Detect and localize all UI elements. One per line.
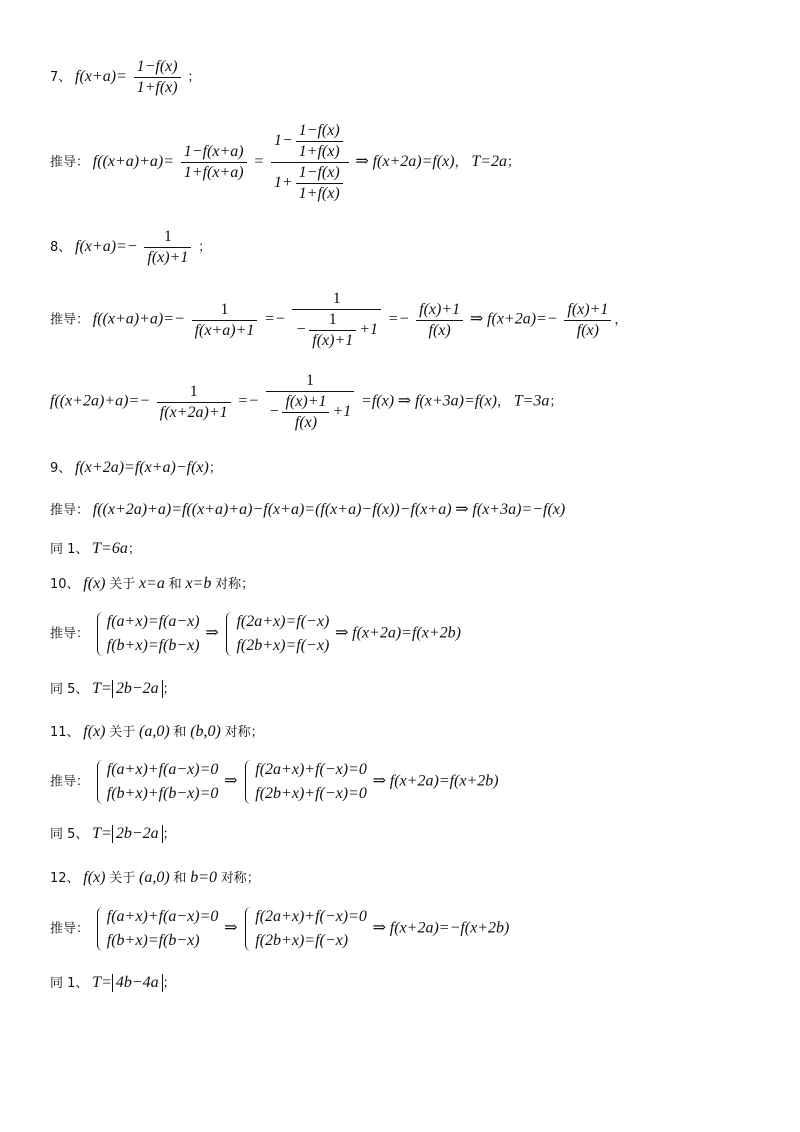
- function: f(x): [83, 575, 106, 592]
- text: 对称；: [215, 577, 255, 592]
- fraction: [416, 301, 463, 340]
- punct: ，: [614, 312, 628, 328]
- formula-lhs: f(x+a)=: [75, 67, 127, 85]
- numerator: 1−f(x): [296, 122, 343, 142]
- derive-label: 推导：: [50, 774, 90, 790]
- implies-arrow: ⇒: [372, 919, 387, 937]
- fraction: [144, 228, 191, 267]
- punct: ；: [162, 682, 176, 697]
- same-as-1: [50, 972, 176, 992]
- equation-system: [95, 758, 219, 806]
- item-number: 12、: [50, 871, 80, 886]
- item-number: 7、: [50, 69, 72, 85]
- period: T=3a: [513, 392, 550, 410]
- term: +1: [359, 321, 379, 339]
- equation: f(b+x)+f(b−x)=0: [106, 785, 219, 802]
- derive-label: 推导：: [50, 626, 90, 642]
- fraction: [564, 301, 611, 340]
- equation: f(b+x)=f(b−x): [106, 932, 200, 949]
- fraction: [134, 58, 181, 97]
- denominator: 1+f(x): [298, 143, 340, 160]
- equation: f(2a+x)+f(−x)=0: [255, 761, 367, 778]
- formula: f((x+2a)+a)=f((x+a)+a)−f(x+a)=(f(x+a)−f(x))−f(x+a): [92, 501, 452, 518]
- point: (b,0): [190, 723, 221, 740]
- fraction: [157, 383, 231, 422]
- implies-arrow: ⇒: [224, 919, 238, 937]
- fraction: [181, 143, 247, 182]
- text: 关于: [109, 725, 136, 740]
- derivation-11: [50, 758, 499, 806]
- denominator: 1+f(x): [298, 185, 340, 202]
- function: f(x): [83, 869, 106, 886]
- same-as-1: [50, 538, 141, 558]
- reference-label: 同 5、: [50, 827, 89, 842]
- equation-system: [95, 610, 200, 658]
- item-7: [50, 58, 200, 97]
- equals: =: [253, 152, 265, 170]
- period: T=6a: [92, 540, 128, 557]
- implies-arrow: ⇒: [335, 624, 349, 642]
- equation: f(a+x)+f(a−x)=0: [106, 908, 219, 925]
- derive-label: 推导：: [50, 312, 90, 328]
- period: T=2a: [471, 152, 508, 170]
- result: f(x+2a)=−f(x+2b): [389, 919, 510, 937]
- text: 对称；: [220, 871, 260, 886]
- compound-fraction: [292, 290, 381, 350]
- implies-arrow: ⇒: [355, 152, 369, 170]
- term: 1−: [273, 132, 293, 150]
- denominator: f(x)+1: [312, 332, 354, 349]
- numerator: 1: [157, 383, 231, 403]
- denominator: 1+f(x+a): [183, 164, 244, 181]
- punct: ；: [198, 239, 212, 255]
- derivation-8-line-2: [50, 372, 562, 432]
- equation-system: [243, 758, 367, 806]
- compound-fraction: [271, 122, 349, 203]
- derive-label: 推导：: [50, 921, 90, 937]
- denominator: f(x): [576, 321, 599, 339]
- punct: ，: [454, 154, 468, 170]
- punct: ；: [208, 461, 222, 476]
- denominator: [266, 392, 355, 432]
- derive-label: 推导：: [50, 503, 90, 518]
- implies-arrow: ⇒: [205, 624, 219, 642]
- numerator: 1: [192, 301, 258, 321]
- punct: ；: [507, 154, 521, 170]
- formula-lhs: f(x+a)=−: [75, 237, 138, 255]
- numerator: 1: [292, 290, 381, 310]
- text: 关于: [109, 871, 136, 886]
- numerator: f(x)+1: [564, 301, 611, 321]
- denominator: [271, 163, 349, 203]
- punct: ；: [162, 827, 176, 842]
- equals: =−: [264, 310, 286, 328]
- fraction: [192, 301, 258, 340]
- absolute-value: 2b−2a: [112, 680, 163, 698]
- punct: ；: [162, 976, 176, 991]
- punct: ；: [187, 69, 201, 85]
- numerator: 1−f(x): [134, 58, 181, 78]
- denominator: f(x+a)+1: [194, 321, 255, 339]
- term: −: [295, 321, 307, 339]
- period: T=: [92, 974, 112, 991]
- axis: x=b: [185, 575, 212, 592]
- point: (a,0): [139, 869, 170, 886]
- item-number: 8、: [50, 239, 72, 255]
- axis: b=0: [190, 869, 217, 886]
- equation: f(a+x)=f(a−x): [106, 613, 200, 630]
- fraction: [296, 164, 343, 203]
- item-number: 9、: [50, 461, 72, 476]
- period: T=: [92, 825, 112, 842]
- numerator: 1: [144, 228, 191, 248]
- numerator: 1: [309, 311, 356, 331]
- derivation-10: [50, 610, 461, 658]
- equation: f(b+x)=f(b−x): [106, 637, 200, 654]
- numerator: f(x)+1: [416, 301, 463, 321]
- derivation-12: [50, 905, 509, 953]
- equals: =−: [387, 310, 410, 328]
- numerator: [271, 122, 349, 163]
- item-number: 10、: [50, 577, 80, 592]
- absolute-value: 2b−2a: [112, 825, 163, 843]
- result: f(x+3a)=f(x): [414, 392, 497, 410]
- same-as-5: [50, 823, 176, 843]
- equation: f(2b+x)=f(−x): [255, 932, 349, 949]
- reference-label: 同 1、: [50, 542, 89, 557]
- equation: f(2a+x)=f(−x): [236, 613, 330, 630]
- implies-arrow: ⇒: [224, 772, 238, 790]
- equation-system: [224, 610, 329, 658]
- numerator: 1−f(x): [296, 164, 343, 184]
- implies-arrow: ⇒: [372, 772, 387, 790]
- text: 和: [168, 577, 182, 592]
- result: f(x+2a)=f(x): [372, 152, 455, 170]
- axis: x=a: [139, 575, 165, 592]
- derivation-9: [50, 499, 565, 519]
- item-12: [50, 867, 260, 887]
- function: f(x): [83, 723, 106, 740]
- denominator: 1+f(x): [136, 79, 178, 96]
- punct: ；: [549, 394, 563, 410]
- reference-label: 同 5、: [50, 682, 89, 697]
- item-number: 11、: [50, 725, 80, 740]
- fraction: [309, 311, 356, 350]
- derive-label: 推导：: [50, 154, 90, 170]
- implies-arrow: ⇒: [469, 310, 484, 328]
- equation: f(2a+x)+f(−x)=0: [255, 908, 367, 925]
- denominator: f(x): [428, 321, 451, 339]
- punct: ；: [127, 542, 141, 557]
- equation: f(a+x)+f(a−x)=0: [106, 761, 219, 778]
- implies-arrow: ⇒: [397, 392, 412, 410]
- derivation-8-line-1: [50, 290, 627, 350]
- denominator: [292, 310, 381, 350]
- punct: ，: [496, 394, 510, 410]
- numerator: 1−f(x+a): [181, 143, 247, 163]
- item-9: [50, 457, 222, 477]
- implies-arrow: ⇒: [455, 501, 469, 518]
- fraction: [296, 122, 343, 161]
- item-8: [50, 228, 211, 267]
- term: +1: [332, 403, 352, 421]
- item-11: [50, 721, 264, 741]
- numerator: 1: [266, 372, 355, 392]
- equation: f(2b+x)=f(−x): [236, 637, 330, 654]
- result: f(x+2a)=−: [487, 310, 558, 328]
- text: 和: [173, 871, 187, 886]
- result: f(x+2a)=f(x+2b): [389, 772, 499, 790]
- equation: f(2b+x)+f(−x)=0: [255, 785, 367, 802]
- same-as-5: [50, 678, 176, 698]
- formula: f(x+2a)=f(x+a)−f(x): [75, 459, 209, 476]
- formula-lhs: f((x+a)+a)=: [92, 152, 175, 170]
- fraction: [282, 393, 329, 432]
- equation-system: [95, 905, 219, 953]
- denominator: f(x): [294, 414, 318, 431]
- equals: =f(x): [361, 392, 395, 410]
- denominator: f(x+2a)+1: [159, 403, 228, 421]
- result: f(x+3a)=−f(x): [472, 501, 566, 518]
- text: 对称；: [224, 725, 264, 740]
- derivation-7: [50, 122, 520, 203]
- result: f(x+2a)=f(x+2b): [352, 624, 461, 642]
- text: 关于: [109, 577, 136, 592]
- numerator: f(x)+1: [282, 393, 329, 413]
- period: T=: [92, 680, 112, 697]
- term: −: [268, 403, 280, 421]
- point: (a,0): [139, 723, 170, 740]
- absolute-value: 4b−4a: [112, 974, 163, 992]
- equation-system: [243, 905, 367, 953]
- compound-fraction: [266, 372, 355, 432]
- item-10: [50, 573, 254, 593]
- formula-lhs: f((x+a)+a)=−: [92, 310, 185, 328]
- text: 和: [173, 725, 187, 740]
- formula-lhs: f((x+2a)+a)=−: [50, 392, 151, 410]
- term: 1+: [273, 174, 293, 192]
- reference-label: 同 1、: [50, 976, 89, 991]
- denominator: f(x)+1: [147, 249, 189, 266]
- equals: =−: [237, 392, 259, 410]
